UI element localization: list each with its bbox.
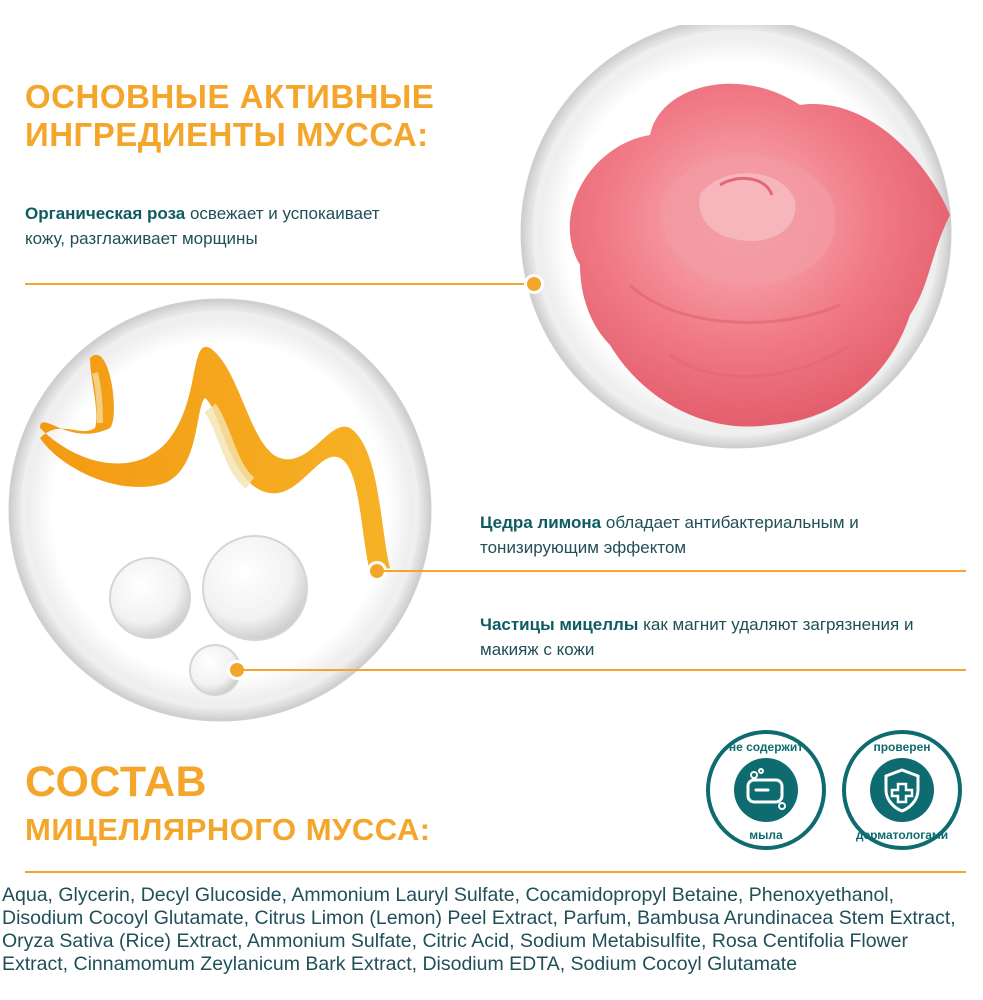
page-title-line2: ИНГРЕДИЕНТЫ МУССА: [25,116,429,153]
rose-pointer-dot [527,277,541,291]
rose-description [25,201,405,251]
rose-dish-image [510,25,980,455]
soap-icon [734,758,798,822]
composition-title: СОСТАВ [25,758,208,806]
lemon-divider [378,570,966,572]
ingredients-list: Aqua, Glycerin, Decyl Glucoside, Ammonium Lauryl Sulfate, Cocamidopropyl Betaine, Phenoxyethanol, Disodium Cocoyl Glutamate, Citrus Limon (Lemon) Peel Extract, Parfum, Bambusa Arundinacea Stem Extract, Oryza Sativa (Rice) Extract, Ammonium Sulfate, Citric Acid, Sodium Metabisulfite, Rosa Centifolia Flower Extract, Cinnamomum Zeylanicum Bark Extract, Disodium EDTA, Sodium Cocoyl Glutamate [2,884,956,975]
no-soap-badge-bottom-label: мыла [749,828,783,842]
rose-description-text: освежает и успокаивает кожу, разглаживает морщины [25,204,380,248]
rose-divider [25,283,535,285]
micelle-divider [238,669,966,671]
lemon-description-text: обладает антибактериальным и тонизирующим эффектом [480,513,859,557]
page-title [25,78,434,154]
composition-subtitle: МИЦЕЛЛЯРНОГО МУССА: [25,812,431,847]
rose-description-bold: Органическая роза [25,204,186,223]
micelle-description-bold: Частицы мицеллы [480,615,639,634]
micelle-description-text: как магнит удаляют загрязнения и макияж с кожи [480,615,914,659]
lemon-description [480,510,960,560]
lemon-description-bold: Цедра лимона [480,513,602,532]
no-soap-badge-top-label: не содержит [728,740,804,754]
shield-cross-icon [870,758,934,822]
dermatologist-badge [842,730,962,850]
dermatologist-badge-bottom-label: дерматологами [855,828,949,842]
dermatologist-badge-top-label: проверен [873,740,931,754]
composition-divider [25,871,966,873]
page-title-line1: ОСНОВНЫЕ АКТИВНЫЕ [25,78,435,115]
no-soap-badge [706,730,826,850]
lemon-micelle-dish-image [0,298,460,723]
micelle-description [480,612,960,662]
